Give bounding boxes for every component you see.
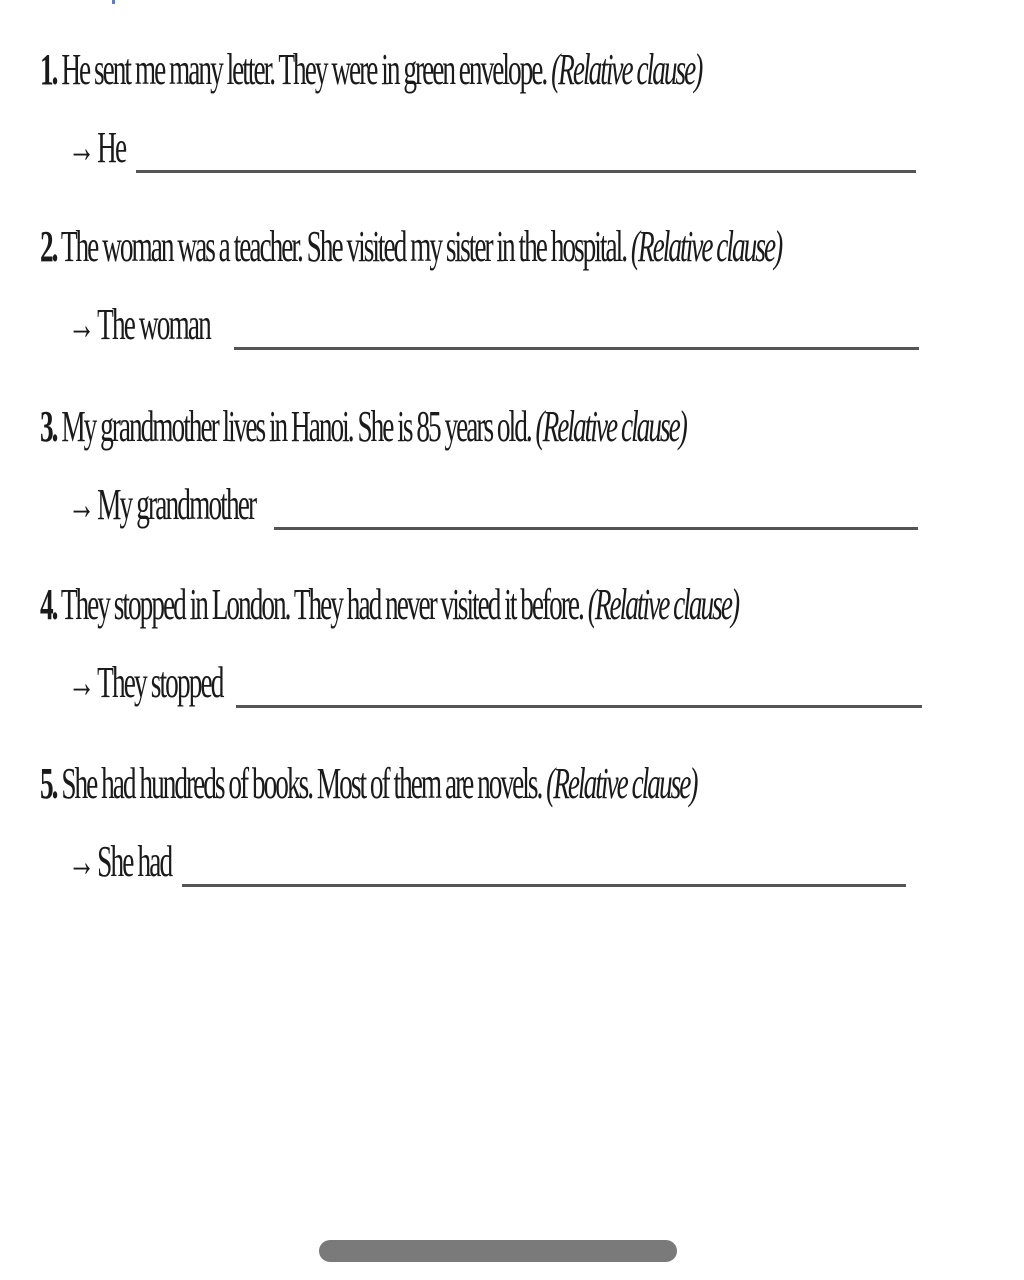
answer-row-2 xyxy=(40,297,940,367)
question-hint: (Relative clause) xyxy=(546,759,697,808)
answer-blank-5[interactable] xyxy=(182,884,906,887)
answer-blank-3[interactable] xyxy=(274,527,918,530)
answer-row-4 xyxy=(40,655,940,725)
cropped-heading-fragment xyxy=(60,0,360,6)
exercise-1 xyxy=(40,42,940,190)
answer-prompt-4 xyxy=(68,655,223,711)
question-text: He sent me many letter. They were in green envelope. xyxy=(61,45,547,94)
cropped-heading-mark xyxy=(112,0,115,4)
question-hint: (Relative clause) xyxy=(630,222,782,271)
question-hint: (Relative clause) xyxy=(587,580,739,629)
question-number: 3. xyxy=(40,402,57,451)
question-text: My grandmother lives in Hanoi. She is 85 years old. xyxy=(61,402,531,451)
home-indicator-bar[interactable] xyxy=(319,1240,677,1262)
question-3 xyxy=(40,399,970,455)
answer-prompt-text: My grandmother xyxy=(97,480,256,529)
answer-row-5 xyxy=(40,834,940,904)
question-number: 2. xyxy=(40,222,57,271)
answer-prompt-5 xyxy=(68,834,171,890)
question-4 xyxy=(40,577,970,633)
answer-blank-2[interactable] xyxy=(234,347,919,350)
question-text: They stopped in London. They had never visited it before. xyxy=(60,580,583,629)
question-1 xyxy=(40,42,970,98)
exercise-4 xyxy=(40,577,940,725)
arrow-icon: → xyxy=(68,658,94,707)
question-text: She had hundreds of books. Most of them are novels. xyxy=(61,759,542,808)
question-number: 5. xyxy=(40,759,57,808)
question-5 xyxy=(40,756,970,812)
exercise-3 xyxy=(40,399,940,547)
question-hint: (Relative clause) xyxy=(535,402,686,451)
question-2 xyxy=(40,219,970,275)
answer-prompt-3 xyxy=(68,477,255,533)
answer-row-3 xyxy=(40,477,940,547)
answer-prompt-text: They stopped xyxy=(97,658,223,707)
arrow-icon: → xyxy=(68,123,94,172)
question-number: 4. xyxy=(40,580,57,629)
arrow-icon: → xyxy=(68,300,94,349)
answer-prompt-text: He xyxy=(97,123,126,172)
answer-prompt-text: The woman xyxy=(97,300,210,349)
question-hint: (Relative clause) xyxy=(551,45,702,94)
exercise-5 xyxy=(40,756,940,904)
exercise-2 xyxy=(40,219,940,367)
answer-blank-4[interactable] xyxy=(236,705,922,708)
arrow-icon: → xyxy=(68,837,94,886)
answer-blank-1[interactable] xyxy=(136,170,916,173)
question-number: 1. xyxy=(40,45,57,94)
answer-prompt-1 xyxy=(68,120,125,176)
arrow-icon: → xyxy=(68,480,94,529)
answer-row-1 xyxy=(40,120,940,190)
answer-prompt-2 xyxy=(68,297,210,353)
question-text: The woman was a teacher. She visited my sister in the hospital. xyxy=(60,222,627,271)
answer-prompt-text: She had xyxy=(97,837,172,886)
